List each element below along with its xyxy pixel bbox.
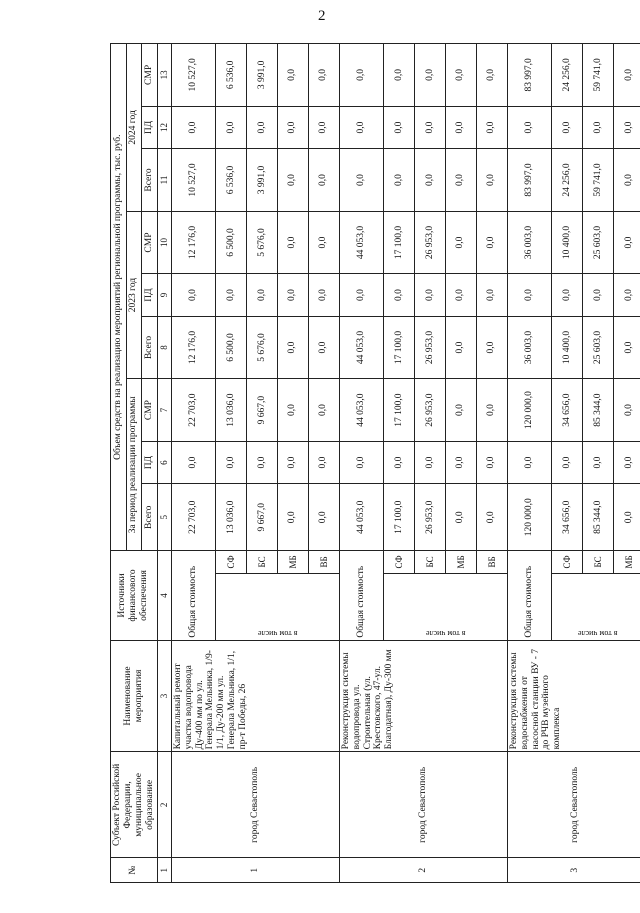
amount-cell: 0,0	[384, 44, 415, 107]
amount-cell: 10 527,0	[171, 149, 216, 212]
amount-cell: 83 997,0	[507, 149, 552, 212]
col-number: 11	[157, 149, 171, 212]
including-label: в том числе	[425, 628, 466, 638]
col-number: 5	[157, 484, 171, 551]
amount-cell: 85 344,0	[583, 379, 614, 442]
amount-cell: 120 000,0	[507, 379, 552, 442]
amount-cell: 0,0	[171, 441, 216, 483]
amount-cell: 3 991,0	[247, 44, 278, 107]
amount-cell: 0,0	[247, 441, 278, 483]
amount-cell: 0,0	[308, 441, 339, 483]
amount-cell: 6 500,0	[216, 316, 247, 379]
amount-cell: 0,0	[446, 211, 477, 274]
amount-cell: 0,0	[171, 274, 216, 316]
amount-cell: 26 953,0	[415, 484, 446, 551]
funding-source: МБ	[446, 551, 477, 573]
amount-cell: 34 656,0	[552, 484, 583, 551]
amount-cell: 0,0	[384, 441, 415, 483]
col-number: 2	[157, 752, 171, 858]
amount-cell: 44 053,0	[339, 316, 384, 379]
col-number: 13	[157, 44, 171, 107]
amount-cell: 9 667,0	[247, 379, 278, 442]
amount-cell: 36 003,0	[507, 316, 552, 379]
header-pd: ПД	[142, 106, 158, 148]
amount-cell: 17 100,0	[384, 211, 415, 274]
amount-cell: 0,0	[614, 106, 640, 148]
amount-cell: 0,0	[308, 316, 339, 379]
col-number: 6	[157, 441, 171, 483]
amount-cell: 59 741,0	[583, 149, 614, 212]
funding-source: ВБ	[308, 551, 339, 573]
header-year-2023: 2023 год	[126, 211, 142, 379]
amount-cell: 17 100,0	[384, 379, 415, 442]
amount-cell: 0,0	[308, 379, 339, 442]
amount-cell: 0,0	[614, 316, 640, 379]
amount-cell: 0,0	[446, 149, 477, 212]
amount-cell: 0,0	[171, 106, 216, 148]
amount-cell: 0,0	[476, 149, 507, 212]
amount-cell: 0,0	[277, 44, 308, 107]
amount-cell: 0,0	[415, 441, 446, 483]
amount-cell: 13 036,0	[216, 379, 247, 442]
amount-cell: 0,0	[614, 274, 640, 316]
header-volume: Объем средств на реализацию мероприятий региональной программы, тыс. руб.	[111, 44, 127, 551]
amount-cell: 0,0	[339, 149, 384, 212]
funding-source-total: Общая стоимость	[507, 551, 552, 640]
amount-cell: 0,0	[476, 441, 507, 483]
amount-cell: 22 703,0	[171, 484, 216, 551]
amount-cell: 0,0	[247, 106, 278, 148]
amount-cell: 44 053,0	[339, 379, 384, 442]
funding-source: БС	[583, 551, 614, 573]
funding-source-total: Общая стоимость	[339, 551, 384, 640]
amount-cell: 6 536,0	[216, 149, 247, 212]
amount-cell: 0,0	[507, 274, 552, 316]
amount-cell: 0,0	[552, 441, 583, 483]
page-number: 2	[318, 8, 326, 24]
amount-cell: 0,0	[446, 44, 477, 107]
row-measure-name: Реконструкция системы водоснабжения от насосной станции ВУ - 7 до РЧВ музейного комплекса	[507, 640, 640, 752]
col-number: 12	[157, 106, 171, 148]
amount-cell: 0,0	[446, 316, 477, 379]
amount-cell: 24 256,0	[552, 149, 583, 212]
amount-cell: 0,0	[614, 211, 640, 274]
amount-cell: 0,0	[277, 106, 308, 148]
amount-cell: 0,0	[583, 441, 614, 483]
amount-cell: 0,0	[384, 149, 415, 212]
header-year-2024: 2024 год	[126, 44, 142, 212]
amount-cell: 0,0	[583, 106, 614, 148]
funding-source: СФ	[552, 551, 583, 573]
amount-cell: 5 676,0	[247, 211, 278, 274]
amount-cell: 0,0	[277, 379, 308, 442]
amount-cell: 0,0	[476, 316, 507, 379]
including-label: в том числе	[578, 628, 618, 638]
amount-cell: 9 667,0	[247, 484, 278, 551]
funding-source: СФ	[216, 551, 247, 573]
amount-cell: 44 053,0	[339, 484, 384, 551]
table-row	[507, 44, 552, 883]
amount-cell: 0,0	[247, 274, 278, 316]
amount-cell: 0,0	[476, 44, 507, 107]
amount-cell: 10 400,0	[552, 211, 583, 274]
amount-cell: 0,0	[415, 106, 446, 148]
table-row	[171, 44, 216, 883]
column-number-row	[157, 44, 171, 883]
amount-cell: 0,0	[308, 149, 339, 212]
amount-cell: 0,0	[277, 149, 308, 212]
header-period-total: За период реализации программы	[126, 379, 142, 551]
amount-cell: 17 100,0	[384, 316, 415, 379]
row-number: 2	[339, 858, 507, 883]
header-total: Всего	[142, 316, 158, 379]
amount-cell: 0,0	[614, 484, 640, 551]
header-smr: СМР	[142, 379, 158, 442]
header-subject: Субъект Российской Федерации, муниципальное образование	[111, 752, 158, 858]
amount-cell: 0,0	[415, 149, 446, 212]
amount-cell: 0,0	[339, 441, 384, 483]
amount-cell: 6 536,0	[216, 44, 247, 107]
amount-cell: 0,0	[476, 484, 507, 551]
amount-cell: 120 000,0	[507, 484, 552, 551]
amount-cell: 0,0	[415, 44, 446, 107]
amount-cell: 0,0	[339, 106, 384, 148]
funding-source: ВБ	[476, 551, 507, 573]
amount-cell: 34 656,0	[552, 379, 583, 442]
amount-cell: 0,0	[446, 484, 477, 551]
amount-cell: 85 344,0	[583, 484, 614, 551]
including-label-cell	[552, 573, 640, 640]
row-subject: город Севастополь	[507, 752, 640, 858]
row-number: 1	[171, 858, 339, 883]
amount-cell: 6 500,0	[216, 211, 247, 274]
funding-source: МБ	[277, 551, 308, 573]
amount-cell: 3 991,0	[247, 149, 278, 212]
including-label-cell	[216, 573, 339, 640]
amount-cell: 0,0	[308, 106, 339, 148]
rotated-table-container	[110, 43, 640, 883]
funding-source: БС	[415, 551, 446, 573]
amount-cell: 12 176,0	[171, 316, 216, 379]
amount-cell: 0,0	[446, 106, 477, 148]
amount-cell: 0,0	[446, 379, 477, 442]
col-number: 1	[157, 858, 171, 883]
amount-cell: 0,0	[476, 379, 507, 442]
col-number: 4	[157, 551, 171, 640]
amount-cell: 59 741,0	[583, 44, 614, 107]
amount-cell: 0,0	[308, 44, 339, 107]
table-row	[339, 44, 384, 883]
amount-cell: 0,0	[476, 274, 507, 316]
amount-cell: 0,0	[216, 106, 247, 148]
amount-cell: 0,0	[476, 211, 507, 274]
amount-cell: 12 176,0	[171, 211, 216, 274]
amount-cell: 0,0	[614, 441, 640, 483]
amount-cell: 0,0	[277, 484, 308, 551]
amount-cell: 44 053,0	[339, 211, 384, 274]
amount-cell: 26 953,0	[415, 211, 446, 274]
amount-cell: 25 603,0	[583, 316, 614, 379]
col-number: 10	[157, 211, 171, 274]
row-measure-name: Реконструкция системы водопровода ул. Строительная (ул. Крестовского, 47-ул. Благодатная), Ду-300 мм	[339, 640, 507, 752]
amount-cell: 83 997,0	[507, 44, 552, 107]
amount-cell: 0,0	[415, 274, 446, 316]
amount-cell: 0,0	[446, 274, 477, 316]
row-subject: город Севастополь	[171, 752, 339, 858]
amount-cell: 0,0	[216, 441, 247, 483]
header-funding-source: Источники финансового обеспечения	[111, 551, 158, 640]
amount-cell: 0,0	[507, 106, 552, 148]
row-measure-name: Капитальный ремонт участка водопровода Ду-400 мм по ул. Генерала Мельника, 1/9-1/1, Ду-200 мм ул. Генерала Мельника, 1/1, пр-т Победы, 26	[171, 640, 339, 752]
amount-cell: 0,0	[277, 211, 308, 274]
header-pd: ПД	[142, 274, 158, 316]
amount-cell: 10 400,0	[552, 316, 583, 379]
amount-cell: 17 100,0	[384, 484, 415, 551]
funding-source: БС	[247, 551, 278, 573]
col-number: 9	[157, 274, 171, 316]
including-label: в том числе	[257, 628, 298, 638]
amount-cell: 0,0	[507, 441, 552, 483]
amount-cell: 0,0	[277, 316, 308, 379]
header-measure-name: Наименование мероприятия	[111, 640, 158, 752]
amount-cell: 0,0	[384, 274, 415, 316]
amount-cell: 13 036,0	[216, 484, 247, 551]
amount-cell: 0,0	[384, 106, 415, 148]
funding-source: СФ	[384, 551, 415, 573]
funding-source-total: Общая стоимость	[171, 551, 216, 640]
amount-cell: 26 953,0	[415, 316, 446, 379]
amount-cell: 0,0	[614, 149, 640, 212]
amount-cell: 0,0	[308, 274, 339, 316]
amount-cell: 0,0	[614, 379, 640, 442]
amount-cell: 0,0	[614, 44, 640, 107]
table-body	[171, 44, 640, 883]
amount-cell: 25 603,0	[583, 211, 614, 274]
amount-cell: 0,0	[308, 211, 339, 274]
amount-cell: 0,0	[552, 106, 583, 148]
amount-cell: 0,0	[339, 274, 384, 316]
col-number: 3	[157, 640, 171, 752]
header-smr: СМР	[142, 211, 158, 274]
amount-cell: 0,0	[446, 441, 477, 483]
amount-cell: 26 953,0	[415, 379, 446, 442]
amount-cell: 0,0	[308, 484, 339, 551]
header-smr: СМР	[142, 44, 158, 107]
header-pd: ПД	[142, 441, 158, 483]
amount-cell: 5 676,0	[247, 316, 278, 379]
col-number: 7	[157, 379, 171, 442]
header-num: №	[111, 858, 158, 883]
amount-cell: 24 256,0	[552, 44, 583, 107]
header-total: Всего	[142, 149, 158, 212]
amount-cell: 0,0	[216, 274, 247, 316]
amount-cell: 36 003,0	[507, 211, 552, 274]
amount-cell: 10 527,0	[171, 44, 216, 107]
amount-cell: 0,0	[339, 44, 384, 107]
header-total: Всего	[142, 484, 158, 551]
amount-cell: 0,0	[277, 441, 308, 483]
row-number: 3	[507, 858, 640, 883]
program-funding-table	[110, 43, 640, 883]
including-label-cell	[384, 573, 507, 640]
amount-cell: 22 703,0	[171, 379, 216, 442]
amount-cell: 0,0	[552, 274, 583, 316]
table-header	[111, 44, 172, 883]
amount-cell: 0,0	[277, 274, 308, 316]
amount-cell: 0,0	[476, 106, 507, 148]
amount-cell: 0,0	[583, 274, 614, 316]
col-number: 8	[157, 316, 171, 379]
row-subject: город Севастополь	[339, 752, 507, 858]
funding-source: МБ	[614, 551, 640, 573]
